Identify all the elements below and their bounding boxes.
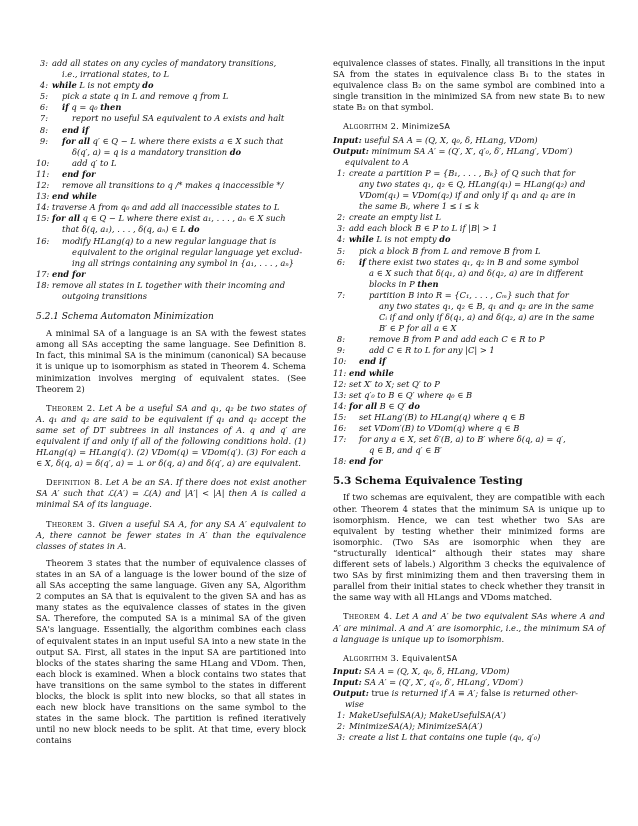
algorithm-2-line (333, 379, 605, 390)
algorithm-2-body (333, 168, 605, 468)
algorithm-1-line (36, 136, 306, 147)
paragraph-theorem-3-discussion: Theorem 3 states that the number of equivalence classes of states in an SA of a language is the lower bound of the size of all SAs accepting the same language. Given any SA, Algorithm 2 computes an SA that is equivalent to the given SA and has as many states as the equivalence classes of states in the given SA. Therefore, the computed SA is a minimal SA of the given SA's language. Essentially, the algorithm combines each class of equivalent states in an input useful SA into a new state in the output SA. First, all states in the input SA are partitioned into blocks of the states sharing the same HLang and VDom. Then, each block is examined. When a block contains two states that have transitions on the same symbol to the states in different blocks, the block is split into new blocks, so that all states in each new block have transitions on the same symbol to the states in the same block. The partition is refined iteratively until no new block needs to be split. At that time, every block contains (36, 557, 307, 746)
algorithm-3-line-text: create a list L that contains one tuple (q₀, q′₀) (349, 732, 541, 743)
algorithm-1-line (36, 280, 306, 291)
algorithm-2-output (333, 146, 605, 157)
algorithm-2-line-text: set VDom′(B) to VDom(q) where q ∈ B (359, 423, 520, 433)
algorithm-2-line-number: 18: (333, 456, 347, 467)
definition-8 (36, 477, 306, 510)
algorithm-1-line (36, 247, 306, 258)
left-column (36, 58, 306, 746)
algorithm-3-name: EquivalentSA (402, 653, 458, 663)
algorithm-1-line-number: 18: (36, 279, 50, 290)
algorithm-2-line-number: 4: (336, 234, 345, 245)
algorithm-3-input-2 (333, 677, 605, 688)
algorithm-3-output-mid: is returned if A ≡ A′; (389, 687, 481, 698)
algorithm-3-label: Algorithm 3. (343, 652, 400, 663)
algorithm-2-line-text: a ∈ X such that δ(q₁, a) and δ(q₂, a) are in different (369, 267, 584, 278)
algorithm-2-line (333, 401, 605, 412)
algorithm-1-line-number: 4: (39, 80, 48, 91)
algorithm-1-line-text: add q′ to L (72, 157, 117, 168)
algorithm-3-line (333, 732, 605, 743)
algorithm-2-line-text: set q′₀ to B ∈ Q′ where q₀ ∈ B (349, 389, 473, 400)
algorithm-2-line-text: pick a block B from L and remove B from L (359, 245, 541, 256)
algorithm-2-line-text: B′ ∈ P for all a ∈ X (379, 323, 457, 334)
algorithm-1-line-text: traverse A from q₀ and add all inaccessible states to L (52, 202, 280, 213)
algorithm-2-name: MinimizeSA (402, 122, 451, 132)
algorithm-2-line (333, 257, 605, 268)
algorithm-1-keyword: do (188, 224, 200, 235)
paragraph-equivalence-classes: equivalence classes of states. Finally, all transitions in the input SA from the states in equivalence class B₁ to the states in equivalence class B₂ on the same symbol are combined into a single transition in the minimized SA from new state B₁ to new state B₂ on that symbol. (333, 58, 605, 113)
algorithm-1-line-number: 7: (39, 113, 48, 124)
algorithm-2-line-text: add C ∈ R to L for any |C| > 1 (369, 345, 495, 356)
algorithm-2-line (333, 246, 605, 257)
algorithm-1-line (36, 102, 306, 113)
algorithm-1-line (36, 69, 306, 80)
algorithm-2-keyword: do (439, 234, 451, 245)
algorithm-1-line (36, 236, 306, 247)
algorithm-1-line-number: 10: (36, 157, 50, 168)
algorithm-2-label: Algorithm 2. (343, 121, 400, 132)
algorithm-3-output-end: is returned other- (500, 687, 578, 698)
algorithm-2-line-number: 9: (336, 345, 345, 356)
algorithm-2-line-number: 3: (336, 223, 345, 234)
algorithm-3-output-false: false (480, 687, 501, 698)
algorithm-1-line-number: 16: (36, 235, 50, 246)
algorithm-2-line (333, 168, 605, 179)
theorem-2-text: Let A be a useful SA and q₁, q₂ be two states of A. q₁ and q₂ are said to be equivalent if q₁ and q₂ accept the same set of DT subtrees in all instances of A. q and q′ are equivalent if and only if all of the following conditions hold. (1) HLang(q) = HLang(q′). (2) VDom(q) = VDom(q′). (3) For each a ∈ X, δ(q, a) = δ(q′, a) = ⊥ or δ(q, a) and δ(q′, a) are equivalent. (36, 402, 306, 469)
subsection-title: 5.2.1 Schema Automaton Minimization (36, 312, 214, 323)
theorem-4 (333, 611, 605, 644)
algorithm-1-keyword: end if (62, 124, 89, 135)
algorithm-2-line-text: Cᵢ if and only if δ(q₁, a) and δ(q₂, a) are in the same (379, 312, 595, 323)
algorithm-2-line (333, 334, 605, 345)
algorithm-2-line (333, 268, 605, 279)
algorithm-1-keyword: while (52, 80, 77, 91)
algorithm-2-line-number: 8: (336, 334, 345, 345)
algorithm-2-line-number: 14: (333, 400, 347, 411)
algorithm-2-line (333, 301, 605, 312)
algorithm-2-line-text: any two states q₁, q₂ ∈ Q, HLang(q₁) = HLang(q₂) and (359, 178, 586, 189)
algorithm-2-line-number: 15: (333, 411, 347, 422)
algorithm-3-heading (343, 653, 605, 664)
algorithm-2-line (333, 290, 605, 301)
algorithm-2-line (333, 234, 605, 245)
algorithm-3-line-text: MakeUsefulSA(A); MakeUsefulSA(A′) (349, 710, 506, 721)
algorithm-3-output-label: Output: (333, 687, 369, 698)
algorithm-2-line (333, 312, 605, 323)
algorithm-3-line (333, 721, 605, 732)
algorithm-1-line (36, 91, 306, 102)
algorithm-3-line-text: MinimizeSA(A); MinimizeSA(A′) (349, 721, 483, 732)
algorithm-1-line-number: 12: (36, 180, 50, 191)
theorem-3-text: Given a useful SA A, for any SA A′ equivalent to A, there cannot be fewer states in A′ than the equivalence classes of states in A. (36, 518, 306, 551)
algorithm-3-line-number: 3: (336, 732, 345, 743)
algorithm-2-keyword: end for (349, 456, 383, 467)
algorithm-1-line-text: report no useful SA equivalent to A exists and halt (72, 113, 285, 124)
definition-8-text: Let A be an SA. If there does not exist another SA A′ such that ℒ(A′) = ℒ(A) and |A′| < |A| then A is called a minimal SA of its language. (36, 477, 307, 510)
algorithm-1-line-number: 3: (39, 58, 48, 68)
algorithm-2-line (333, 412, 605, 423)
algorithm-2-output-label: Output: (333, 145, 369, 156)
algorithm-2-line (333, 190, 605, 201)
algorithm-2-line (333, 212, 605, 223)
algorithm-1-keyword: if (62, 102, 69, 113)
algorithm-1-line (36, 269, 306, 280)
algorithm-2-output-text: minimum SA A′ = (Q′, X′, q′₀, δ′, HLang′, VDom′) (371, 145, 573, 156)
algorithm-1-line-text: q ∈ Q − L where there exist a₁, . . . , aₙ ∈ X such (80, 213, 286, 224)
algorithm-1-line (36, 258, 306, 269)
algorithm-1-keyword: do (142, 80, 154, 91)
algorithm-2-line-text: create a partition P = {B₁, . . . , Bₖ} of Q such that for (349, 167, 576, 178)
algorithm-3-input-1-text: SA A = (Q, X, q₀, δ, HLang, VDom) (364, 665, 510, 676)
algorithm-1-line (36, 180, 306, 191)
algorithm-3-output (333, 688, 605, 699)
algorithm-2-line-text: remove B from P and add each C ∈ R to P (369, 334, 545, 345)
algorithm-2-line (333, 356, 605, 367)
algorithm-1-keyword: do (229, 146, 242, 157)
algorithm-3-input-1-label: Input: (333, 665, 362, 676)
algorithm-2-keyword: do (408, 400, 420, 411)
algorithm-2-line (333, 201, 605, 212)
algorithm-1-line-text: that δ(q, a₁), . . . , δ(q, aₙ) ∈ L (62, 224, 189, 235)
algorithm-3-line-number: 1: (336, 710, 345, 721)
theorem-3 (36, 519, 306, 552)
algorithm-1-line (36, 125, 306, 136)
algorithm-2-line-text: any two states q₁, q₂ ∈ B, q₁ and q₂ are in the same (379, 300, 594, 311)
algorithm-2-keyword: end while (349, 367, 394, 378)
algorithm-2-line-text: q ∈ B, and q′ ∈ B′ (369, 445, 442, 456)
algorithm-1-line (36, 169, 306, 180)
algorithm-1-line-number: 14: (36, 202, 50, 213)
algorithm-2-line-number: 16: (333, 423, 347, 433)
algorithm-1-line (36, 158, 306, 169)
algorithm-2-line-number: 17: (333, 434, 347, 445)
algorithm-2-input (333, 135, 605, 146)
algorithm-1-line-text: remove all states in L together with their incoming and (52, 279, 286, 290)
algorithm-1-line-text: q = q₀ (68, 102, 101, 113)
algorithm-2-line-number: 10: (333, 356, 347, 367)
algorithm-2-line-text: there exist two states q₁, q₂ in B and some symbol (365, 256, 579, 267)
algorithm-2-line-text: set HLang′(B) to HLang(q) where q ∈ B (359, 411, 526, 422)
algorithm-2-line (333, 279, 605, 290)
algorithm-1-line-text: modify HLang(q) to a new regular language that is (62, 235, 277, 246)
theorem-3-head: Theorem 3. (46, 518, 96, 529)
algorithm-1-line-number: 8: (39, 124, 48, 135)
algorithm-1-line (36, 224, 306, 235)
theorem-4-head: Theorem 4. (343, 611, 393, 622)
algorithm-2-line (333, 368, 605, 379)
algorithm-2-line-number: 1: (336, 167, 345, 178)
algorithm-2-keyword: end if (359, 356, 386, 367)
theorem-2 (36, 403, 306, 470)
algorithm-3-input-1 (333, 666, 605, 677)
algorithm-1-line-number: 13: (36, 191, 50, 202)
algorithm-2-keyword: while (349, 234, 374, 245)
algorithm-1-continued (36, 58, 306, 302)
algorithm-2-line-number: 2: (336, 212, 345, 223)
algorithm-2-line-text: add each block B ∈ P to L if |B| > 1 (349, 223, 498, 234)
algorithm-2-line-number: 12: (333, 378, 347, 389)
section-title: 5.3 Schema Equivalence Testing (333, 475, 523, 488)
algorithm-3-output-true: true (371, 687, 390, 698)
algorithm-2-line-text: the same Bᵢ, where 1 ≤ i ≤ k (359, 201, 480, 212)
algorithm-1-line (36, 80, 306, 91)
algorithm-1-line (36, 202, 306, 213)
algorithm-1-keyword: then (100, 102, 122, 113)
algorithm-3-input-2-text: SA A′ = (Q′, X′, q′₀, δ′, HLang′, VDom′) (364, 676, 524, 687)
algorithm-1-line-text: add all states on any cycles of mandatory transitions, (52, 58, 277, 68)
algorithm-1-line-text: L is not empty (76, 80, 143, 91)
algorithm-2-line-number: 6: (336, 256, 345, 267)
algorithm-3-line-number: 2: (336, 721, 345, 732)
theorem-4-text: Let A and A′ be two equivalent SAs where A and A′ are minimal. A and A′ are isomorphic, i.e., the minimum SA of a language is unique up to isomorphism. (333, 611, 605, 644)
paragraph-minimal-sa: A minimal SA of a language is an SA with the fewest states among all SAs accepting the same language. See Definition 8. In fact, this minimal SA is the minimum (canonical) SA because it is unique up to isomorphism as stated in Theorem 4. Schema minimization involves merging of equivalent states. (See Theorem 2) (36, 328, 306, 394)
algorithm-2-output-continued: equivalent to A (345, 156, 409, 167)
algorithm-2-line (333, 390, 605, 401)
algorithm-2-line-text: create an empty list L (349, 212, 442, 223)
algorithm-3-input-2-label: Input: (333, 676, 362, 687)
theorem-2-head: Theorem 2. (46, 402, 96, 413)
algorithm-1-line-number: 11: (36, 168, 50, 179)
algorithm-2-heading (343, 121, 605, 132)
algorithm-2-line-text: for any a ∈ X, set δ′(B, a) to B′ where δ(q, a) = q′, (359, 434, 566, 445)
algorithm-1-keyword: for all (62, 135, 91, 146)
algorithm-2-line-number: 13: (333, 389, 347, 400)
algorithm-1-line-text: ing all strings containing any symbol in {a₁, . . . , aₙ} (72, 257, 294, 268)
algorithm-1-line-number: 15: (36, 213, 50, 224)
algorithm-1-line-number: 17: (36, 268, 50, 279)
algorithm-2-keyword: for all (349, 400, 378, 411)
algorithm-1-keyword: for all (52, 213, 81, 224)
algorithm-3-output-continued: wise (345, 699, 364, 710)
algorithm-2-line-number: 7: (336, 289, 345, 300)
definition-8-head: Definition 8. (46, 477, 103, 488)
algorithm-2-line (333, 434, 605, 445)
algorithm-1-line-text: equivalent to the original regular language yet exclud- (72, 246, 303, 257)
algorithm-3-body (333, 710, 605, 743)
algorithm-1-line-text: i.e., irrational states, to L (62, 69, 170, 80)
algorithm-1-line (36, 58, 306, 69)
algorithm-2-line-text: B ∈ Q′ (377, 400, 409, 411)
algorithm-2-line (333, 423, 605, 434)
algorithm-1-line (36, 213, 306, 224)
algorithm-1-line-text: q′ ∈ Q − L where there exists a ∈ X such that (90, 135, 284, 146)
algorithm-2-keyword: if (359, 256, 366, 267)
algorithm-2-line-text: VDom(q₁) = VDom(q₂) if and only if q₁ and q₂ are in (359, 190, 576, 201)
algorithm-1-keyword: end for (52, 268, 86, 279)
algorithm-1-line (36, 147, 306, 158)
algorithm-1-line (36, 191, 306, 202)
algorithm-1-line-text: outgoing transitions (62, 290, 148, 301)
algorithm-2-line-text: partition B into R = {C₁, . . . , Cₘ} such that for (369, 289, 569, 300)
algorithm-1-line-number: 5: (39, 91, 48, 102)
algorithm-2-keyword: then (417, 278, 439, 289)
algorithm-2-line (333, 179, 605, 190)
algorithm-2-line-number: 5: (336, 245, 345, 256)
algorithm-2-line (333, 323, 605, 334)
algorithm-1-line (36, 291, 306, 302)
algorithm-2-line-text: L is not empty (373, 234, 440, 245)
algorithm-2-line-number: 11: (333, 367, 347, 378)
algorithm-1-line-number: 6: (39, 102, 48, 113)
algorithm-2-line (333, 445, 605, 456)
paragraph-schema-equivalence: If two schemas are equivalent, they are compatible with each other. Theorem 4 states that the minimum SA is unique up to isomorphism. Hence, we can test whether two SAs are equivalent by testing whether their minimized forms are isomorphic. (Two SAs are isomorphic when they are “structurally identical” although their states may share different sets of labels.) Algorithm 3 checks the equivalence of two SAs by first minimizing them and then traversing them in parallel from their initial states to check whether they transit in the same way with all HLangs and VDoms matched. (333, 492, 605, 603)
algorithm-1-line-text: pick a state q in L and remove q from L (62, 91, 229, 102)
algorithm-1-keyword: end while (52, 191, 97, 202)
right-column (333, 58, 605, 743)
algorithm-2-line-text: set X′ to X; set Q′ to P (349, 378, 440, 389)
algorithm-2-line-text: blocks in P (369, 278, 418, 289)
algorithm-2-line (333, 223, 605, 234)
algorithm-1-line-text: remove all transitions to q /* makes q inaccessible */ (62, 180, 284, 191)
algorithm-1-line-text: δ(q′, a) = q is a mandatory transition (72, 146, 230, 157)
algorithm-2-line (333, 456, 605, 467)
algorithm-1-keyword: end for (62, 168, 96, 179)
algorithm-1-line-number: 9: (39, 135, 48, 146)
algorithm-1-line (36, 113, 306, 124)
algorithm-2-input-text: useful SA A = (Q, X, q₀, δ, HLang, VDom) (364, 134, 538, 145)
algorithm-2-line (333, 345, 605, 356)
algorithm-3-line (333, 710, 605, 721)
algorithm-2-input-label: Input: (333, 134, 362, 145)
